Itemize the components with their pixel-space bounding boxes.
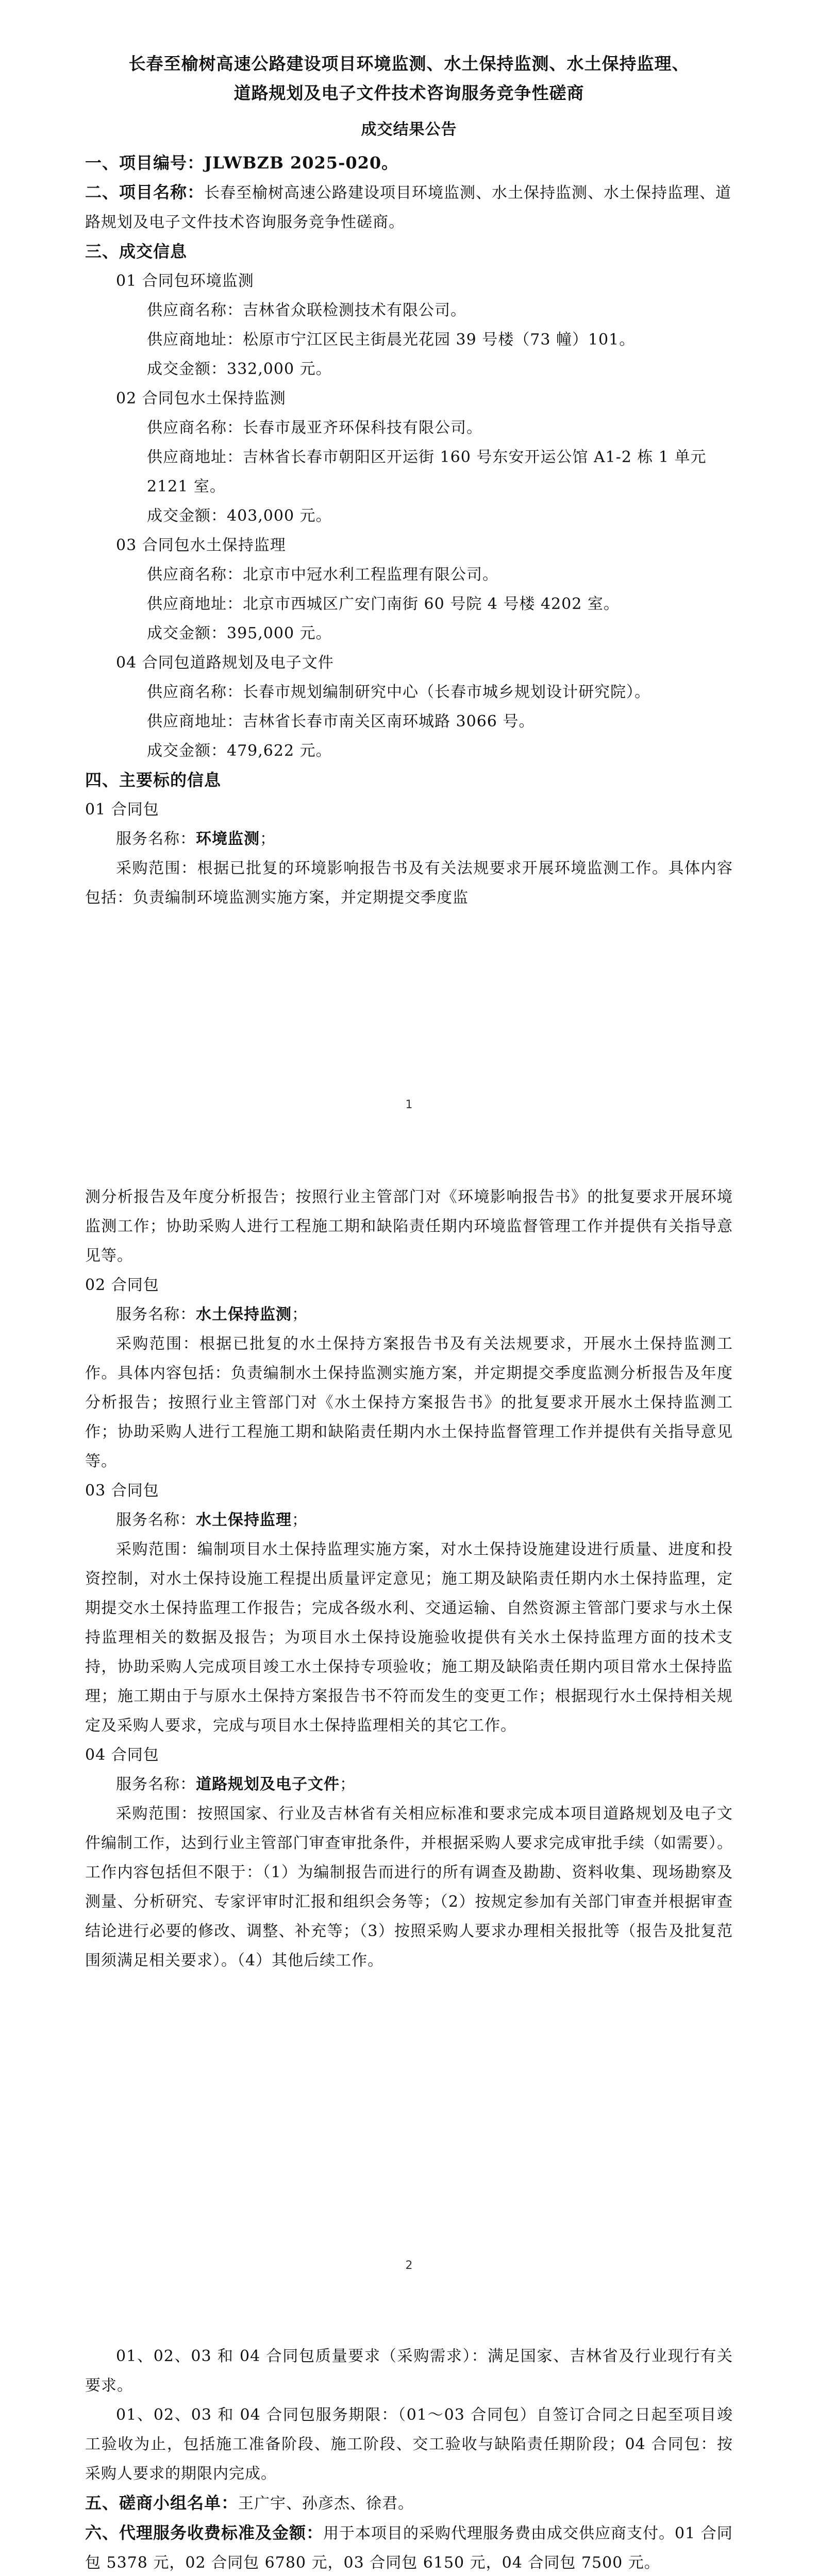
lot-3-supplier: 供应商名称：北京市中冠水利工程监理有限公司。 bbox=[147, 566, 498, 584]
doc-subtitle: 成交结果公告 bbox=[361, 121, 457, 139]
service-name-value: 水土保持监测 bbox=[196, 1306, 292, 1324]
s4-lot-3-scope: 采购范围：编制项目水土保持监理实施方案，对水土保持设施建设进行质量、进度和投资控制，对水土保持设施工程提出质量评定意见；施工期及缺陷责任期内水土保持监理，定期提交水土保持监理工作报告；完成各级水利、交通运输、自然资源主管部门要求与水土保持监理相关的数据及报告；为项目水土保持设施验收提供有关水土保持监理方面的技术支持，协助采购人完成项目竣工水土保持专项验收；施工期及缺陷责任期内项目常水土保持监理；施工期由于与原水土保持方案报告书不符而发生的变更工作；根据现行水土保持相关规定及采购人要求，完成与项目水土保持监理相关的其它工作。 bbox=[85, 1540, 733, 1735]
section-1-project-number: 一、项目编号：JLWBZB 2025-020。 bbox=[85, 153, 399, 173]
section-5-head: 五、磋商小组名单： bbox=[85, 2493, 239, 2513]
s4-lot-4-service-name bbox=[85, 1770, 733, 1799]
lot-3-title: 03 合同包水土保持监理 bbox=[116, 536, 286, 554]
lot-4-supplier: 供应商名称：长春市规划编制研究中心（长春市城乡规划设计研究院）。 bbox=[147, 683, 650, 701]
s4-lot-1-scope-part-2: 测分析报告及年度分析报告；按照行业主管部门对《环境影响报告书》的批复要求开展环境监测工作；协助采购人进行工程施工期和缺陷责任期内环境监督管理工作并提供有关指导意见等。 bbox=[85, 1188, 733, 1265]
page-number-1: 1 bbox=[405, 1098, 413, 1111]
s4-lot-4-label: 04 合同包 bbox=[85, 1746, 159, 1764]
service-name-label: 服务名称： bbox=[116, 1306, 196, 1324]
page-number-2: 2 bbox=[405, 2259, 413, 2272]
page-2-content bbox=[85, 1182, 733, 1975]
s4-lot-1-label: 01 合同包 bbox=[85, 801, 159, 819]
section-3-head: 三、成交信息 bbox=[85, 242, 188, 261]
section-4-head: 四、主要标的信息 bbox=[85, 770, 222, 790]
s4-lot-3-label: 03 合同包 bbox=[85, 1482, 159, 1500]
service-name-label: 服务名称： bbox=[116, 1511, 196, 1529]
s4-lot-1-service-name bbox=[85, 824, 733, 854]
s4-lot-3-service-name bbox=[85, 1505, 733, 1535]
service-name-value: 道路规划及电子文件 bbox=[196, 1775, 340, 1793]
lot-1-amount: 成交金额：332,000 元。 bbox=[147, 360, 332, 378]
lot-1-supplier: 供应商名称：吉林省众联检测技术有限公司。 bbox=[147, 301, 466, 319]
service-name-label: 服务名称： bbox=[116, 1775, 196, 1793]
service-period: 01、02、03 和 04 合同包服务期限：（01～03 合同包）自签订合同之日起至项目竣工验收为止，包括施工准备阶段、施工阶段、交工验收与缺陷责任期阶段；04 合同包：按采购人要求的期限内完成。 bbox=[85, 2406, 733, 2483]
service-name-end: ； bbox=[292, 1511, 308, 1529]
s4-lot-2-label: 02 合同包 bbox=[85, 1276, 159, 1294]
lot-2-address: 供应商地址：吉林省长春市朝阳区开运街 160 号东安开运公馆 A1-2 栋 1 单元 2121 室。 bbox=[147, 448, 707, 496]
service-name-end: ； bbox=[292, 1306, 308, 1324]
lot-2-amount: 成交金额：403,000 元。 bbox=[147, 507, 332, 525]
lot-2-supplier: 供应商名称：长春市晟亚齐环保科技有限公司。 bbox=[147, 419, 482, 437]
lot-4-title: 04 合同包道路规划及电子文件 bbox=[116, 654, 334, 672]
page-1-content bbox=[85, 49, 733, 912]
doc-title-line-2: 道路规划及电子文件技术咨询服务竞争性磋商 bbox=[233, 83, 585, 103]
section-5-text: 王广宇、孙彦杰、徐君。 bbox=[238, 2495, 414, 2513]
section-5 bbox=[85, 2488, 733, 2518]
service-name-value: 水土保持监理 bbox=[196, 1511, 292, 1529]
page-3 bbox=[0, 2313, 818, 2576]
service-name-value: 环境监测 bbox=[196, 830, 260, 848]
s4-lot-4-scope: 采购范围：按照国家、行业及吉林省有关相应标准和要求完成本项目道路规划及电子文件编制工作，达到行业主管部门审查审批条件，并根据采购人要求完成审批手续（如需要）。工作内容包括但不限于：（1）为编制报告而进行的所有调查及勘勘、资料收集、现场勘察及测量、分析研究、专家评审时汇报和组织会务等；（2）按规定参加有关部门审查并根据审查结论进行必要的修改、调整、补充等；（3）按照采购人要求办理相关报批等（报告及批复范围须满足相关要求）。（4）其他后续工作。 bbox=[85, 1805, 733, 1970]
section-6 bbox=[85, 2518, 733, 2576]
lot-4-amount: 成交金额：479,622 元。 bbox=[147, 742, 332, 760]
page-3-content bbox=[85, 2342, 733, 2576]
lot-4-address: 供应商地址：吉林省长春市南关区南环城路 3066 号。 bbox=[147, 713, 535, 731]
doc-title-line-1: 长春至榆树高速公路建设项目环境监测、水土保持监测、水土保持监理、 bbox=[128, 54, 690, 74]
service-name-label: 服务名称： bbox=[116, 830, 196, 848]
section-6-text: 用于本项目的采购代理服务费由成交供应商支付。01 合同包 5378 元，02 合同包 6780 元，03 合同包 6150 元，04 合同包 7500 元。 bbox=[85, 2524, 733, 2572]
s4-lot-2-service-name bbox=[85, 1300, 733, 1329]
section-2-text: 长春至榆树高速公路建设项目环境监测、水土保持监测、水土保持监理、道路规划及电子文件技术咨询服务竞争性磋商。 bbox=[85, 184, 732, 231]
lot-3-address: 供应商地址：北京市西城区广安门南街 60 号院 4 号楼 4202 室。 bbox=[147, 595, 620, 613]
s4-lot-1-scope-part-1: 采购范围：根据已批复的环境影响报告书及有关法规要求开展环境监测工作。具体内容包括：负责编制环境监测实施方案，并定期提交季度监 bbox=[85, 859, 733, 907]
s4-lot-2-scope: 采购范围：根据已批复的水土保持方案报告书及有关法规要求，开展水土保持监测工作。具体内容包括：负责编制水土保持监测实施方案，并定期提交季度监测分析报告及年度分析报告；按照行业主管部门对《水土保持方案报告书》的批复要求开展水土保持监测工作；协助采购人进行工程施工期和缺陷责任期内水土保持监督管理工作并提供有关指导意见等。 bbox=[85, 1335, 733, 1470]
lot-1-address: 供应商地址：松原市宁江区民主街晨光花园 39 号楼（73 幢）101。 bbox=[147, 331, 636, 349]
section-6-head: 六、代理服务收费标准及金额： bbox=[85, 2523, 324, 2543]
page-2 bbox=[0, 1157, 818, 2313]
lot-2-title: 02 合同包水土保持监测 bbox=[116, 389, 286, 408]
section-2-head: 二、项目名称： bbox=[85, 182, 205, 202]
service-name-end: ； bbox=[260, 830, 276, 848]
quality-requirement: 01、02、03 和 04 合同包质量要求（采购需求）：满足国家、吉林省及行业现行有关要求。 bbox=[85, 2347, 733, 2395]
lot-1-title: 01 合同包环境监测 bbox=[116, 272, 254, 290]
lot-3-amount: 成交金额：395,000 元。 bbox=[147, 624, 332, 642]
service-name-end: ； bbox=[340, 1775, 356, 1793]
page-1 bbox=[0, 0, 818, 1157]
